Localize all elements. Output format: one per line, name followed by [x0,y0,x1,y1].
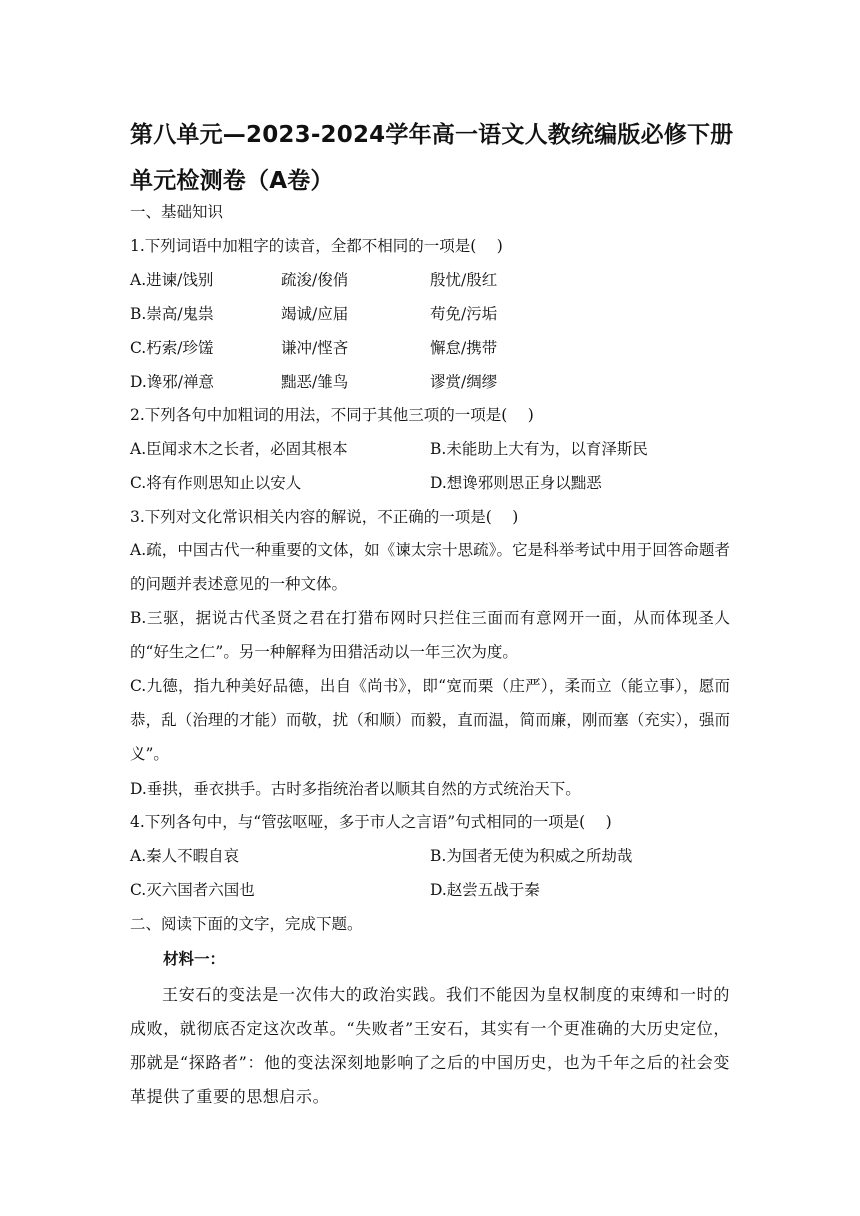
q1-option-d-col1: D.谗邪/禅意 [130,373,215,391]
q1-option-c-col3: 懈怠/携带 [430,339,498,357]
q2-option-c: C.将有作则思知止以安人 [130,474,302,492]
q1-option-c-col2: 谦冲/悭吝 [281,339,349,357]
q1-option-c-col1: C.朽索/珍馐 [130,339,214,357]
material-paragraph: 王安石的变法是一次伟大的政治实践。我们不能因为皇权制度的束缚和一时的成败，就彻底否定这次改革。“失败者”王安石，其实有一个更准确的大历史定位，那就是“探路者”：他的变法深刻地影响了之后的中国历史，也为千年之后的社会变革提供了重要的思想启示。 [130,985,730,1106]
question-1-stem: 1.下列词语中加粗字的读音，全都不相同的一项是( ) [130,237,503,255]
page-title: 第八单元—2023-2024学年高一语文人教统编版必修下册单元检测卷（A卷） [130,122,734,194]
q2-option-a: A.臣闻求木之长者，必固其根本 [130,440,348,458]
question-2-stem: 2.下列各句中加粗词的用法，不同于其他三项的一项是( ) [130,406,534,424]
question-3-stem: 3.下列对文化常识相关内容的解说，不正确的一项是( ) [130,508,519,526]
q1-option-b-col3: 苟免/污垢 [430,305,498,323]
q2-option-d: D.想谗邪则思正身以黜恶 [430,474,602,492]
q1-option-d-col3: 谬赏/绸缪 [430,373,498,391]
q4-option-b: B.为国者无使为积威之所劫哉 [430,847,633,865]
q1-option-a-col1: A.进谏/饯别 [130,271,214,289]
material-label: 材料一： [163,949,226,968]
q3-option-d: D.垂拱，垂衣拱手。古时多指统治者以顺其自然的方式统治天下。 [130,780,581,798]
q1-option-b-col2: 竭诚/应届 [281,305,349,323]
section-heading-1: 一、基础知识 [130,203,224,221]
question-4-stem: 4.下列各句中，与“管弦呕哑，多于市人之言语”句式相同的一项是( ) [130,813,612,831]
section-heading-2: 二、阅读下面的文字，完成下题。 [130,915,363,933]
q1-option-a-col2: 疏浚/俊俏 [281,271,349,289]
q4-option-a: A.秦人不暇自哀 [130,847,240,865]
q4-option-d: D.赵尝五战于秦 [430,881,540,899]
q1-option-b-col1: B.崇高/鬼祟 [130,305,214,323]
q3-option-c: C.九德，指九种美好品德，出自《尚书》，即“宽而栗（庄严），柔而立（能立事），愿而恭，乱（治理的才能）而敬，扰（和顺）而毅，直而温，简而廉，刚而塞（充实），强而义”。 [130,677,730,763]
q3-option-b: B.三驱，据说古代圣贤之君在打猎布网时只拦住三面而有意网开一面，从而体现圣人的“好生之仁”。另一种解释为田猎活动以一年三次为度。 [130,609,730,661]
q1-option-a-col3: 殷忧/殷红 [430,271,498,289]
q1-option-d-col2: 黜恶/雏鸟 [281,373,349,391]
q2-option-b: B.未能助上大有为，以育泽斯民 [430,440,648,458]
q3-option-a: A.疏，中国古代一种重要的文体，如《谏太宗十思疏》。它是科举考试中用于回答命题者的问题并表述意见的一种文体。 [130,541,730,593]
q4-option-c: C.灭六国者六国也 [130,881,255,899]
